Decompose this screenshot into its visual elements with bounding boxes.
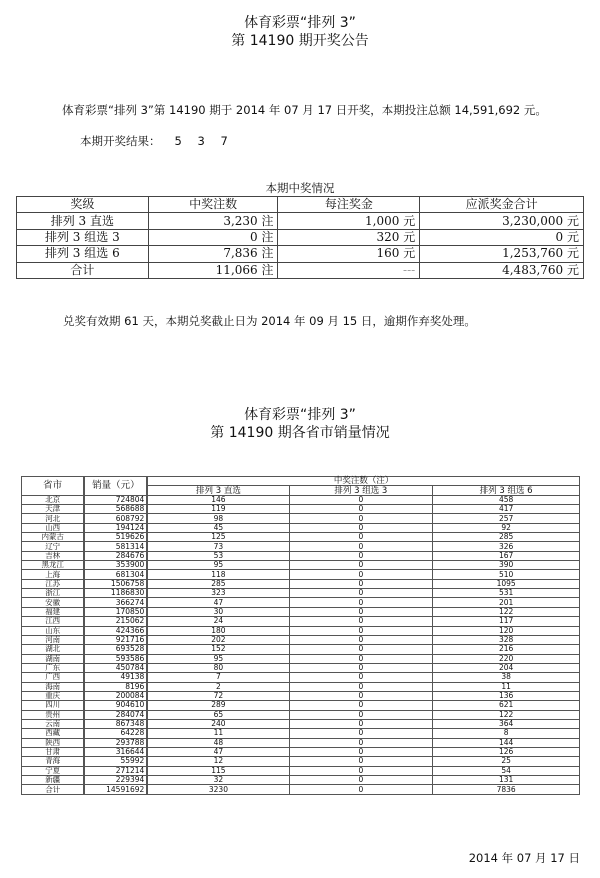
province-name: 四川 [22, 701, 85, 710]
province-name: 浙江 [22, 589, 85, 598]
province-row [22, 617, 580, 626]
province-sales: 64228 [84, 729, 147, 738]
province-direct-count: 24 [147, 617, 289, 626]
province-row [22, 551, 580, 560]
province-sales-table [21, 476, 580, 795]
prize-level: 排列 3 组选 3 [17, 229, 149, 245]
province-direct-count: 115 [147, 766, 289, 775]
province-direct-count: 125 [147, 533, 289, 542]
province-name: 海南 [22, 682, 85, 691]
prize-per-bet: 320 元 [278, 229, 420, 245]
province-name: 青海 [22, 757, 85, 766]
province-sales: 593586 [84, 654, 147, 663]
province-sales: 215062 [84, 617, 147, 626]
province-direct-count: 323 [147, 589, 289, 598]
prize-row [17, 262, 584, 278]
province-row [22, 579, 580, 588]
province-direct-count: 289 [147, 701, 289, 710]
province-group6-count: 328 [433, 635, 580, 644]
province-row [22, 561, 580, 570]
province-sales: 424366 [84, 626, 147, 635]
province-group3-count: 0 [289, 570, 433, 579]
province-name: 合计 [22, 785, 85, 794]
province-direct-count: 45 [147, 523, 289, 532]
province-group3-count: 0 [289, 757, 433, 766]
province-sales: 271214 [84, 766, 147, 775]
header-province: 省市 [22, 477, 85, 496]
province-row [22, 542, 580, 551]
province-row [22, 505, 580, 514]
province-group6-count: 167 [433, 551, 580, 560]
province-row [22, 495, 580, 504]
province-group6-count: 122 [433, 710, 580, 719]
province-group6-count: 1095 [433, 579, 580, 588]
province-group6-count: 92 [433, 523, 580, 532]
province-group6-count: 364 [433, 719, 580, 728]
province-name: 贵州 [22, 710, 85, 719]
province-row [22, 607, 580, 616]
province-sales: 1506758 [84, 579, 147, 588]
province-row [22, 589, 580, 598]
province-group6-count: 417 [433, 505, 580, 514]
province-name: 西藏 [22, 729, 85, 738]
sales-subtitle: 第 14190 期各省市销量情况 [210, 425, 390, 441]
province-sales: 366274 [84, 598, 147, 607]
province-row [22, 673, 580, 682]
province-group6-count: 458 [433, 495, 580, 504]
prize-count: 3,230 注 [148, 213, 278, 229]
province-direct-count: 47 [147, 747, 289, 756]
province-sales: 867348 [84, 719, 147, 728]
province-direct-count: 72 [147, 691, 289, 700]
province-direct-count: 73 [147, 542, 289, 551]
province-sales: 284676 [84, 551, 147, 560]
province-row [22, 635, 580, 644]
prize-table-header [17, 197, 584, 213]
province-sales: 49138 [84, 673, 147, 682]
province-group6-count: 126 [433, 747, 580, 756]
prize-count: 0 注 [148, 229, 278, 245]
prize-level: 合计 [17, 262, 149, 278]
province-group6-count: 54 [433, 766, 580, 775]
province-name: 湖北 [22, 645, 85, 654]
prize-per-bet: 160 元 [278, 246, 420, 262]
province-row [22, 729, 580, 738]
province-sales: 608792 [84, 514, 147, 523]
province-row [22, 654, 580, 663]
province-group6-count: 220 [433, 654, 580, 663]
province-name: 北京 [22, 495, 85, 504]
province-sales: 693528 [84, 645, 147, 654]
province-direct-count: 95 [147, 561, 289, 570]
province-name: 内蒙古 [22, 533, 85, 542]
province-name: 江苏 [22, 579, 85, 588]
prize-level: 排列 3 组选 6 [17, 246, 149, 262]
province-name: 福建 [22, 607, 85, 616]
province-sales: 14591692 [84, 785, 147, 794]
province-group6-count: 285 [433, 533, 580, 542]
province-sales: 353900 [84, 561, 147, 570]
province-group3-count: 0 [289, 533, 433, 542]
province-direct-count: 65 [147, 710, 289, 719]
prize-row [17, 213, 584, 229]
draw-result [80, 133, 234, 149]
province-name: 山东 [22, 626, 85, 635]
province-group6-count: 621 [433, 701, 580, 710]
province-sales: 1186830 [84, 589, 147, 598]
province-row [22, 747, 580, 756]
province-direct-count: 53 [147, 551, 289, 560]
province-direct-count: 47 [147, 598, 289, 607]
province-group3-count: 0 [289, 617, 433, 626]
draw-summary: 体育彩票“排列 3”第 14190 期于 2014 年 07 月 17 日开奖，本期投注总额 14,591,692 元。 [62, 103, 547, 117]
prize-total: 1,253,760 元 [420, 246, 584, 262]
province-name: 上海 [22, 570, 85, 579]
province-row [22, 757, 580, 766]
province-group3-count: 0 [289, 682, 433, 691]
province-group3-count: 0 [289, 579, 433, 588]
province-group3-count: 0 [289, 701, 433, 710]
prize-level: 排列 3 直选 [17, 213, 149, 229]
province-sales: 904610 [84, 701, 147, 710]
prize-total: 3,230,000 元 [420, 213, 584, 229]
province-direct-count: 146 [147, 495, 289, 504]
announcement-title: 体育彩票“排列 3” [244, 15, 356, 31]
province-sales: 316644 [84, 747, 147, 756]
prize-total: 0 元 [420, 229, 584, 245]
province-sales: 293788 [84, 738, 147, 747]
province-group3-count: 0 [289, 589, 433, 598]
province-group3-count: 0 [289, 766, 433, 775]
province-group3-count: 0 [289, 542, 433, 551]
province-direct-count: 32 [147, 776, 289, 785]
province-name: 宁夏 [22, 766, 85, 775]
province-name: 湖南 [22, 654, 85, 663]
header-direct: 排列 3 直选 [147, 486, 289, 495]
province-name: 江西 [22, 617, 85, 626]
report-date: 2014 年 07 月 17 日 [468, 851, 580, 865]
draw-result-numbers: 5 3 7 [174, 134, 234, 148]
province-group6-count: 7836 [433, 785, 580, 794]
province-direct-count: 80 [147, 663, 289, 672]
province-name: 安徽 [22, 598, 85, 607]
province-sales: 200084 [84, 691, 147, 700]
province-group3-count: 0 [289, 729, 433, 738]
province-group6-count: 201 [433, 598, 580, 607]
province-direct-count: 152 [147, 645, 289, 654]
province-row [22, 738, 580, 747]
province-direct-count: 285 [147, 579, 289, 588]
province-group3-count: 0 [289, 598, 433, 607]
province-name: 河北 [22, 514, 85, 523]
province-direct-count: 12 [147, 757, 289, 766]
header-group3: 排列 3 组选 3 [289, 486, 433, 495]
province-sales: 170850 [84, 607, 147, 616]
province-sales: 229394 [84, 776, 147, 785]
province-group6-count: 326 [433, 542, 580, 551]
province-direct-count: 180 [147, 626, 289, 635]
province-direct-count: 240 [147, 719, 289, 728]
province-sales: 581314 [84, 542, 147, 551]
province-name: 陕西 [22, 738, 85, 747]
province-direct-count: 48 [147, 738, 289, 747]
province-group6-count: 204 [433, 663, 580, 672]
draw-result-label: 本期开奖结果： [80, 134, 161, 148]
prize-table [16, 196, 584, 279]
province-group3-count: 0 [289, 776, 433, 785]
province-group3-count: 0 [289, 561, 433, 570]
prize-row [17, 246, 584, 262]
validity-notice: 兑奖有效期 61 天，本期兑奖截止日为 2014 年 09 月 15 日，逾期作弃奖处理。 [63, 314, 476, 328]
prize-table-caption: 本期中奖情况 [265, 181, 335, 195]
header-per-bet: 每注奖金 [278, 197, 420, 213]
header-sales: 销量（元） [84, 477, 147, 496]
province-name: 云南 [22, 719, 85, 728]
province-group3-count: 0 [289, 673, 433, 682]
announcement-subtitle: 第 14190 期开奖公告 [231, 33, 369, 49]
province-name: 广西 [22, 673, 85, 682]
province-name: 天津 [22, 505, 85, 514]
province-total-row [22, 785, 580, 794]
province-group3-count: 0 [289, 747, 433, 756]
province-sales: 681304 [84, 570, 147, 579]
header-winners-group: 中奖注数（注） [147, 477, 579, 486]
province-group3-count: 0 [289, 785, 433, 794]
province-group3-count: 0 [289, 691, 433, 700]
province-direct-count: 202 [147, 635, 289, 644]
province-row [22, 645, 580, 654]
province-name: 广东 [22, 663, 85, 672]
province-row [22, 766, 580, 775]
province-group6-count: 120 [433, 626, 580, 635]
province-group6-count: 117 [433, 617, 580, 626]
province-row [22, 701, 580, 710]
province-group6-count: 122 [433, 607, 580, 616]
province-direct-count: 95 [147, 654, 289, 663]
province-row [22, 776, 580, 785]
province-group3-count: 0 [289, 626, 433, 635]
prize-count: 7,836 注 [148, 246, 278, 262]
province-direct-count: 98 [147, 514, 289, 523]
province-group3-count: 0 [289, 607, 433, 616]
province-group3-count: 0 [289, 495, 433, 504]
province-row [22, 523, 580, 532]
header-group6: 排列 3 组选 6 [433, 486, 580, 495]
province-group3-count: 0 [289, 654, 433, 663]
prize-row [17, 229, 584, 245]
province-direct-count: 30 [147, 607, 289, 616]
province-group3-count: 0 [289, 719, 433, 728]
province-sales: 55992 [84, 757, 147, 766]
province-direct-count: 2 [147, 682, 289, 691]
province-direct-count: 11 [147, 729, 289, 738]
province-group3-count: 0 [289, 505, 433, 514]
province-group6-count: 531 [433, 589, 580, 598]
province-sales: 921716 [84, 635, 147, 644]
province-group3-count: 0 [289, 710, 433, 719]
province-row [22, 663, 580, 672]
province-row [22, 710, 580, 719]
province-group3-count: 0 [289, 551, 433, 560]
province-name: 吉林 [22, 551, 85, 560]
province-sales: 194124 [84, 523, 147, 532]
province-name: 山西 [22, 523, 85, 532]
province-direct-count: 3230 [147, 785, 289, 794]
province-row [22, 626, 580, 635]
prize-per-bet: 1,000 元 [278, 213, 420, 229]
province-direct-count: 119 [147, 505, 289, 514]
header-count: 中奖注数 [148, 197, 278, 213]
province-group3-count: 0 [289, 738, 433, 747]
header-total: 应派奖金合计 [420, 197, 584, 213]
province-group6-count: 25 [433, 757, 580, 766]
province-direct-count: 7 [147, 673, 289, 682]
province-name: 重庆 [22, 691, 85, 700]
prize-total: 4,483,760 元 [420, 262, 584, 278]
province-sales: 519626 [84, 533, 147, 542]
province-group6-count: 216 [433, 645, 580, 654]
province-group6-count: 510 [433, 570, 580, 579]
province-row [22, 719, 580, 728]
province-direct-count: 118 [147, 570, 289, 579]
province-row [22, 598, 580, 607]
province-group6-count: 11 [433, 682, 580, 691]
province-name: 甘肃 [22, 747, 85, 756]
province-name: 河南 [22, 635, 85, 644]
province-group3-count: 0 [289, 514, 433, 523]
province-group6-count: 136 [433, 691, 580, 700]
province-row [22, 514, 580, 523]
province-group6-count: 144 [433, 738, 580, 747]
province-sales: 568688 [84, 505, 147, 514]
province-sales: 450784 [84, 663, 147, 672]
province-group6-count: 131 [433, 776, 580, 785]
province-name: 新疆 [22, 776, 85, 785]
province-group6-count: 390 [433, 561, 580, 570]
sales-title: 体育彩票“排列 3” [244, 407, 356, 423]
province-group3-count: 0 [289, 663, 433, 672]
province-group3-count: 0 [289, 645, 433, 654]
province-sales: 724804 [84, 495, 147, 504]
province-row [22, 682, 580, 691]
province-group6-count: 257 [433, 514, 580, 523]
province-group3-count: 0 [289, 523, 433, 532]
province-table-header-row1 [22, 477, 580, 486]
province-name: 辽宁 [22, 542, 85, 551]
province-group3-count: 0 [289, 635, 433, 644]
province-sales: 8196 [84, 682, 147, 691]
province-row [22, 533, 580, 542]
province-name: 黑龙江 [22, 561, 85, 570]
header-level: 奖级 [17, 197, 149, 213]
province-group6-count: 8 [433, 729, 580, 738]
province-row [22, 691, 580, 700]
province-group6-count: 38 [433, 673, 580, 682]
province-row [22, 570, 580, 579]
province-sales: 284074 [84, 710, 147, 719]
prize-count: 11,066 注 [148, 262, 278, 278]
prize-per-bet: --- [278, 262, 420, 278]
